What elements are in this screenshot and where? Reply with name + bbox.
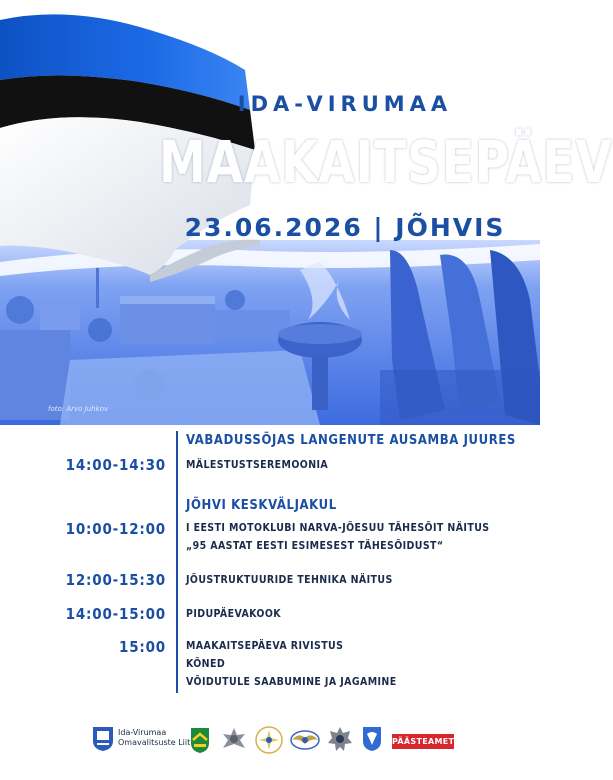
schedule-time: 14:00-14:30 (65, 456, 166, 474)
event-title: MAAKAITSEPÄEV (159, 128, 613, 196)
flower-badge-icon (255, 726, 283, 754)
schedule-event: MÄLESTUSTSEREMOONIA (186, 459, 329, 471)
ivol-logo-text (118, 728, 190, 748)
location-heading-1: VABADUSSÕJAS LANGENUTE AUSAMBA JUURES (186, 433, 516, 448)
partner-logos (0, 718, 540, 768)
region-title: IDA-VIRUMAA (237, 92, 453, 116)
ivol-crest-icon (92, 726, 114, 752)
schedule-event: I EESTI MOTOKLUBI NARVA-JÕESUU TÄHESÕIT NÄITUS (186, 522, 490, 534)
green-shield-icon (190, 726, 210, 754)
blue-shield-icon (362, 726, 382, 752)
schedule-time: 10:00-12:00 (65, 520, 166, 538)
schedule-event: PIDUPÄEVAKOOK (186, 608, 282, 620)
schedule-event: VÕIDUTULE SAABUMINE JA JAGAMINE (186, 676, 397, 688)
wing-badge-icon (290, 726, 320, 754)
ivol-line2: Omavalitsuste Liit (118, 738, 191, 747)
schedule-event: KÕNED (186, 658, 226, 670)
eagle-emblem-icon (221, 726, 247, 754)
photo-credit: foto: Arvo Juhkov (48, 405, 109, 413)
paasteamet-logo: PÄÄSTEAMET (392, 734, 454, 749)
schedule-time: 14:00-15:00 (65, 605, 166, 623)
event-date-place: 23.06.2026 | JÕHVIS (184, 213, 506, 242)
timeline-divider (176, 431, 178, 693)
round-emblem-icon (327, 726, 353, 754)
city-photo (0, 240, 540, 425)
schedule-event: „95 AASTAT EESTI ESIMESEST TÄHESÕIDUST“ (186, 540, 444, 552)
ivol-line1: Ida-Virumaa (118, 728, 167, 737)
schedule-event: JÕUSTRUKTUURIDE TEHNIKA NÄITUS (186, 574, 393, 586)
schedule (0, 425, 540, 715)
schedule-time: 15:00 (119, 638, 166, 656)
schedule-time: 12:00-15:30 (65, 571, 166, 589)
location-heading-2: JÕHVI KESKVÄLJAKUL (186, 498, 337, 513)
schedule-event: MAAKAITSEPÄEVA RIVISTUS (186, 640, 344, 652)
